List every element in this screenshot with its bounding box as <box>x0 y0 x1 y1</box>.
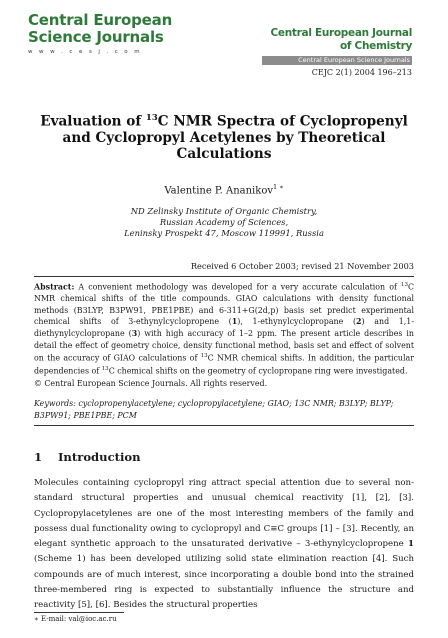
citation: CEJC 2(1) 2004 196–213 <box>311 68 412 77</box>
body-text: Molecules containing cyclopropyl ring attract special attention due to several non-standard structural properties and unusual chemical reactivity [1], [2], [3]. Cyclopropylacetylenes are one of the most interesting members of the family and possess dual functionality owing to cyclopropyl and C≡C groups [1] – [3]. Recently, an elegant synthetic approach to the unsaturated derivative – 3-ethynylcyclopropene <box>34 478 414 550</box>
abstract-top-rule <box>34 276 414 277</box>
title-line2: and Cyclopropyl Acetylenes by Theoretical <box>62 129 386 146</box>
abstract-text: ) and 1,1-diethynylcyclopropane ( <box>34 317 414 338</box>
journal-name-line1: Central European Journal <box>270 27 412 39</box>
author-name: Valentine P. Ananikov <box>164 185 273 197</box>
compound-ref: 2 <box>356 317 362 327</box>
paper-title <box>10 110 438 162</box>
publisher-logo <box>28 12 178 55</box>
abstract-sup: 13 <box>101 366 109 373</box>
abstract-text: ), 1-ethynylcyclopropane ( <box>237 317 357 327</box>
footnote: ∗ E-mail: val@ioc.ac.ru <box>34 615 117 623</box>
abstract-text: C NMR chemical shifts. In addition, the particular dependencies of <box>34 353 414 377</box>
author <box>0 183 448 196</box>
copyright-notice: © Central European Science Journals. All rights reserved. <box>34 378 268 388</box>
journal-name-line2: of Chemistry <box>340 40 412 52</box>
title-text: C NMR Spectra of Cyclopropenyl <box>157 113 408 130</box>
abstract-label: Abstract: <box>34 282 75 292</box>
intro-paragraph <box>34 476 414 614</box>
keywords-text: cyclopropenylacetylene; cyclopropylacetylene; GIAO; 13C NMR; B3LYP; BLYP; B3PW91; PBE1PBE; PCM <box>34 399 394 420</box>
compound-ref: 1 <box>408 539 414 550</box>
affiliation-line: Leninsky Prospekt 47, Moscow 119991, Russia <box>124 228 324 238</box>
keywords-bottom-rule <box>34 425 414 426</box>
title-text: Evaluation of <box>40 113 146 130</box>
affiliation-line: ND Zelinsky Institute of Organic Chemistry, <box>130 206 318 216</box>
section-number: 1 <box>34 450 43 464</box>
title-line3: Calculations <box>176 145 272 162</box>
title-sup: 13 <box>145 113 158 123</box>
journal-bar: Central European Science Journals <box>262 56 412 65</box>
keywords <box>34 398 414 421</box>
compound-ref: 1 <box>231 317 238 327</box>
received-date: Received 6 October 2003; revised 21 November 2003 <box>190 261 414 271</box>
journal-logo <box>262 27 412 77</box>
abstract-text: A convenient methodology was developed for a very accurate calculation of <box>74 282 401 292</box>
section-title: Introduction <box>58 450 141 464</box>
author-mark: 1 ∗ <box>273 183 284 191</box>
keywords-label: Keywords: <box>34 399 76 408</box>
abstract-sup: 13 <box>200 353 208 360</box>
abstract-text: C chemical shifts on the geometry of cyclopropane ring were investigated. <box>108 367 408 377</box>
footnote-rule <box>34 612 124 613</box>
abstract-sup: 13 <box>400 282 408 288</box>
publisher-url: w w w . c e s j . c o m <box>28 49 142 55</box>
abstract <box>34 280 414 389</box>
affiliation <box>0 206 448 239</box>
body-text: (Scheme 1) has been developed utilizing solid state elimination reaction [4]. Such compounds are of much interest, since incorporating a double bond into the strained three-membered ring is expected to substantially influence the structure and reactivity [5], [6]. Besides the structural properties <box>34 554 414 611</box>
compound-ref: 3 <box>131 329 138 338</box>
abstract-text: ) with high accuracy of 1–2 ppm. The present article describes in detail the effect of geometry choice, density functional method, basis set and effect of solvent on the accuracy of GIAO calculations of <box>34 329 414 363</box>
abstract-text: C NMR chemical shifts of the title compounds. GIAO calculations with density functional methods (B3LYP, B3PW91, PBE1PBE) and 6-311+G(2d,p) basis set predict experimental chemical shifts of 3-ethynylcyclopropene ( <box>34 282 414 327</box>
publisher-name-line2: Science Journals <box>28 28 164 46</box>
publisher-name-line1: Central European <box>28 11 173 29</box>
affiliation-line: Russian Academy of Sciences, <box>159 217 289 227</box>
section-heading <box>34 450 141 464</box>
